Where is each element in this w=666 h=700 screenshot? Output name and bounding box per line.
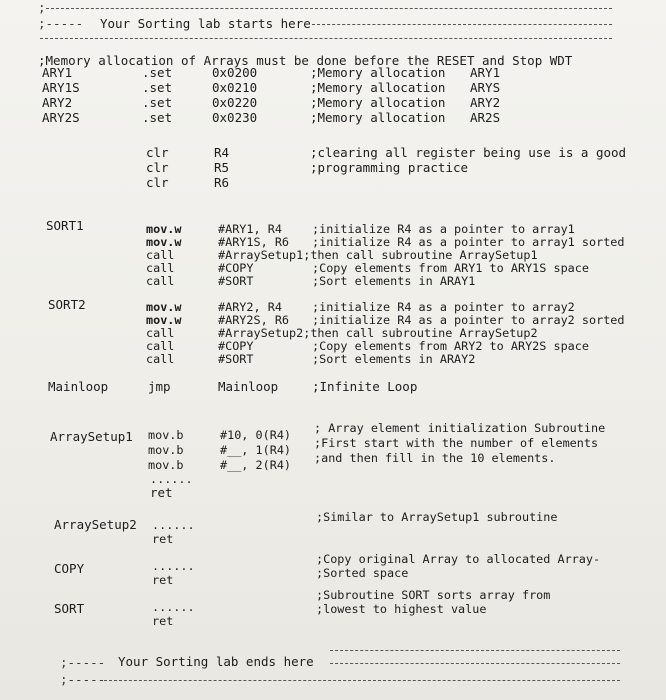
mainloop-label: Mainloop (48, 379, 109, 394)
mainloop-comment: ;Infinite Loop (312, 379, 418, 394)
sort1-op: call (146, 248, 175, 262)
arraysetup2-dots: ...... (152, 518, 195, 532)
arraysetup1-comment: ;and then fill in the 10 elements. (314, 451, 556, 465)
sort1-arg: #SORT (218, 274, 254, 288)
sort2-op: call (146, 326, 175, 340)
sort2-arg: #SORT (218, 352, 254, 366)
sort-comment-1: ;Subroutine SORT sorts array from (316, 588, 551, 602)
sort2-arg: #COPY (218, 339, 254, 353)
end-separator-upper (330, 650, 620, 651)
sort1-comment: ;Copy elements from ARY1 to ARY1S space (312, 261, 589, 275)
start-separator-2 (40, 38, 612, 39)
arraysetup2-label: ArraySetup2 (54, 517, 137, 532)
sort2-comment: ;Sort elements in ARAY2 (312, 352, 476, 366)
arraysetup1-arg: #10, 0(R4) (220, 428, 292, 442)
copy-comment-2: ;Sorted space (316, 566, 409, 580)
sort1-arg: #ARY1, R4 (218, 222, 282, 236)
top-semicolon: ; (38, 0, 46, 15)
copy-dots: ...... (152, 559, 195, 573)
top-separator (46, 8, 612, 9)
sort1-arg: #COPY (218, 261, 254, 275)
sort1-arg: #ARY1S, R6 (218, 235, 290, 249)
sort-ret: ret (152, 614, 174, 628)
arraysetup1-op: mov.b (148, 443, 184, 457)
arraysetup1-op: mov.b (148, 458, 184, 472)
sort2-arg: #ARY2, R4 (218, 300, 282, 314)
sort1-op: mov.w (146, 222, 182, 236)
bottom-separator (104, 680, 620, 681)
sort-comment-2: ;lowest to highest value (316, 602, 487, 616)
sort1-op: call (146, 274, 175, 288)
arraysetup1-label: ArraySetup1 (50, 429, 133, 444)
arraysetup1-ret: ret (150, 485, 173, 500)
arraysetup2-comment: ;Similar to ArraySetup1 subroutine (316, 510, 558, 524)
sort2-comment: ;Copy elements from ARY2 to ARY2S space (312, 339, 589, 353)
sort2-op: call (146, 339, 175, 353)
start-title: Your Sorting lab starts here (100, 16, 311, 31)
sort1-op: call (146, 261, 175, 275)
sort1-comment: ;initialize R4 as a pointer to array1 (312, 222, 575, 236)
sort-dots: ...... (152, 600, 195, 614)
sort2-comment: ;initialize R4 as a pointer to array2 (312, 300, 575, 314)
copy-ret: ret (152, 573, 174, 587)
end-separator (330, 663, 620, 664)
sort2-op: mov.w (146, 313, 182, 327)
arraysetup1-arg: #__, 2(R4) (220, 458, 292, 472)
end-prefix: ;----- (60, 655, 106, 670)
memory-comment: ;Memory allocation of Arrays must be done before the RESET and Stop WDT (38, 53, 573, 68)
end-title: Your Sorting lab ends here (118, 654, 314, 669)
sort2-op: mov.w (146, 300, 182, 314)
start-prefix: ;----- (38, 16, 84, 31)
mainloop-op: jmp (148, 379, 171, 394)
arraysetup1-arg: #__, 1(R4) (220, 443, 292, 457)
mainloop-arg: Mainloop (218, 379, 279, 394)
sort2-arg: #ARY2S, R6 (218, 313, 290, 327)
document-page: ; ;----- Your Sorting lab starts here ;Memory allocation of Arrays must be done before the RESET and Stop WDT ARY1 .set 0x0200 ;Memory allocation ARY1 ARY1S .set 0x0210 ;Memory allocation ARYS ARY2 .set 0x0220 ;Memory allocation ARY2 ARY2S .set 0x0230 ;Memory allocation AR2S clr R4 ;clearing all register being use is a good clr R5 ;programming practice clr R6 SORT1 mov.w #ARY1, R4 ;initialize R4 as a pointer to array1 mov.w #ARY1S, R6 ;initialize R4 as a pointer to array1 sorted call #ArraySetup1;then call subroutine ArraySetup1 call #COPY ;Copy elements from ARY1 to ARY1S space call #SORT ;Sort elements in ARAY1 SORT2 mov.w #ARY2, R4 ;initialize R4 as a pointer to array2 mov.w #ARY2S, R6 ;initialize R4 as a pointer to array2 sorted call #ArraySetup2;then call subroutine ArraySetup2 call #COPY ;Copy elements from ARY2 to ARY2S space call #SORT ;Sort elements in ARAY2 Mainloop jmp Mainloop ;Infinite Loop ArraySetup1 mov.b #10, 0(R4) ; Array element initialization Subroutine mov.b #__, 1(R4) ;First start with the number of elements mov.b #__, 2(R4) ;and then fill in the 10 elements. ...... ret ArraySetup2 ...... ret ;Similar to ArraySetup1 subroutine COPY ...... ret ;Copy original Array to allocated Array- ;Sorted space SORT ...... ret ;Subroutine SORT sorts array from ;lowest to highest value ;----- Your Sorting lab ends here ;----- (0, 0, 666, 700)
sort1-arg: #ArraySetup1;then call subroutine ArraySetup1 (218, 248, 538, 262)
start-separator (312, 24, 612, 25)
copy-comment-1: ;Copy original Array to allocated Array- (316, 552, 601, 566)
sort1-op: mov.w (146, 235, 182, 249)
bottom-prefix: ;----- (60, 672, 106, 687)
sort2-label: SORT2 (48, 297, 86, 312)
sort1-comment: ;initialize R4 as a pointer to array1 sorted (312, 235, 625, 249)
sort2-op: call (146, 352, 175, 366)
copy-label: COPY (54, 561, 85, 576)
sort-label: SORT (54, 601, 85, 616)
arraysetup1-op: mov.b (148, 428, 184, 442)
arraysetup1-dots: ...... (150, 472, 193, 486)
arraysetup2-ret: ret (152, 532, 174, 546)
arraysetup1-comment: ;First start with the number of elements (314, 436, 599, 450)
sort2-arg: #ArraySetup2;then call subroutine ArraySetup2 (218, 326, 538, 340)
sort2-comment: ;initialize R4 as a pointer to array2 sorted (312, 313, 625, 327)
arraysetup1-comment: ; Array element initialization Subroutine (314, 421, 606, 435)
sort1-label: SORT1 (46, 218, 84, 233)
sort1-comment: ;Sort elements in ARAY1 (312, 274, 476, 288)
